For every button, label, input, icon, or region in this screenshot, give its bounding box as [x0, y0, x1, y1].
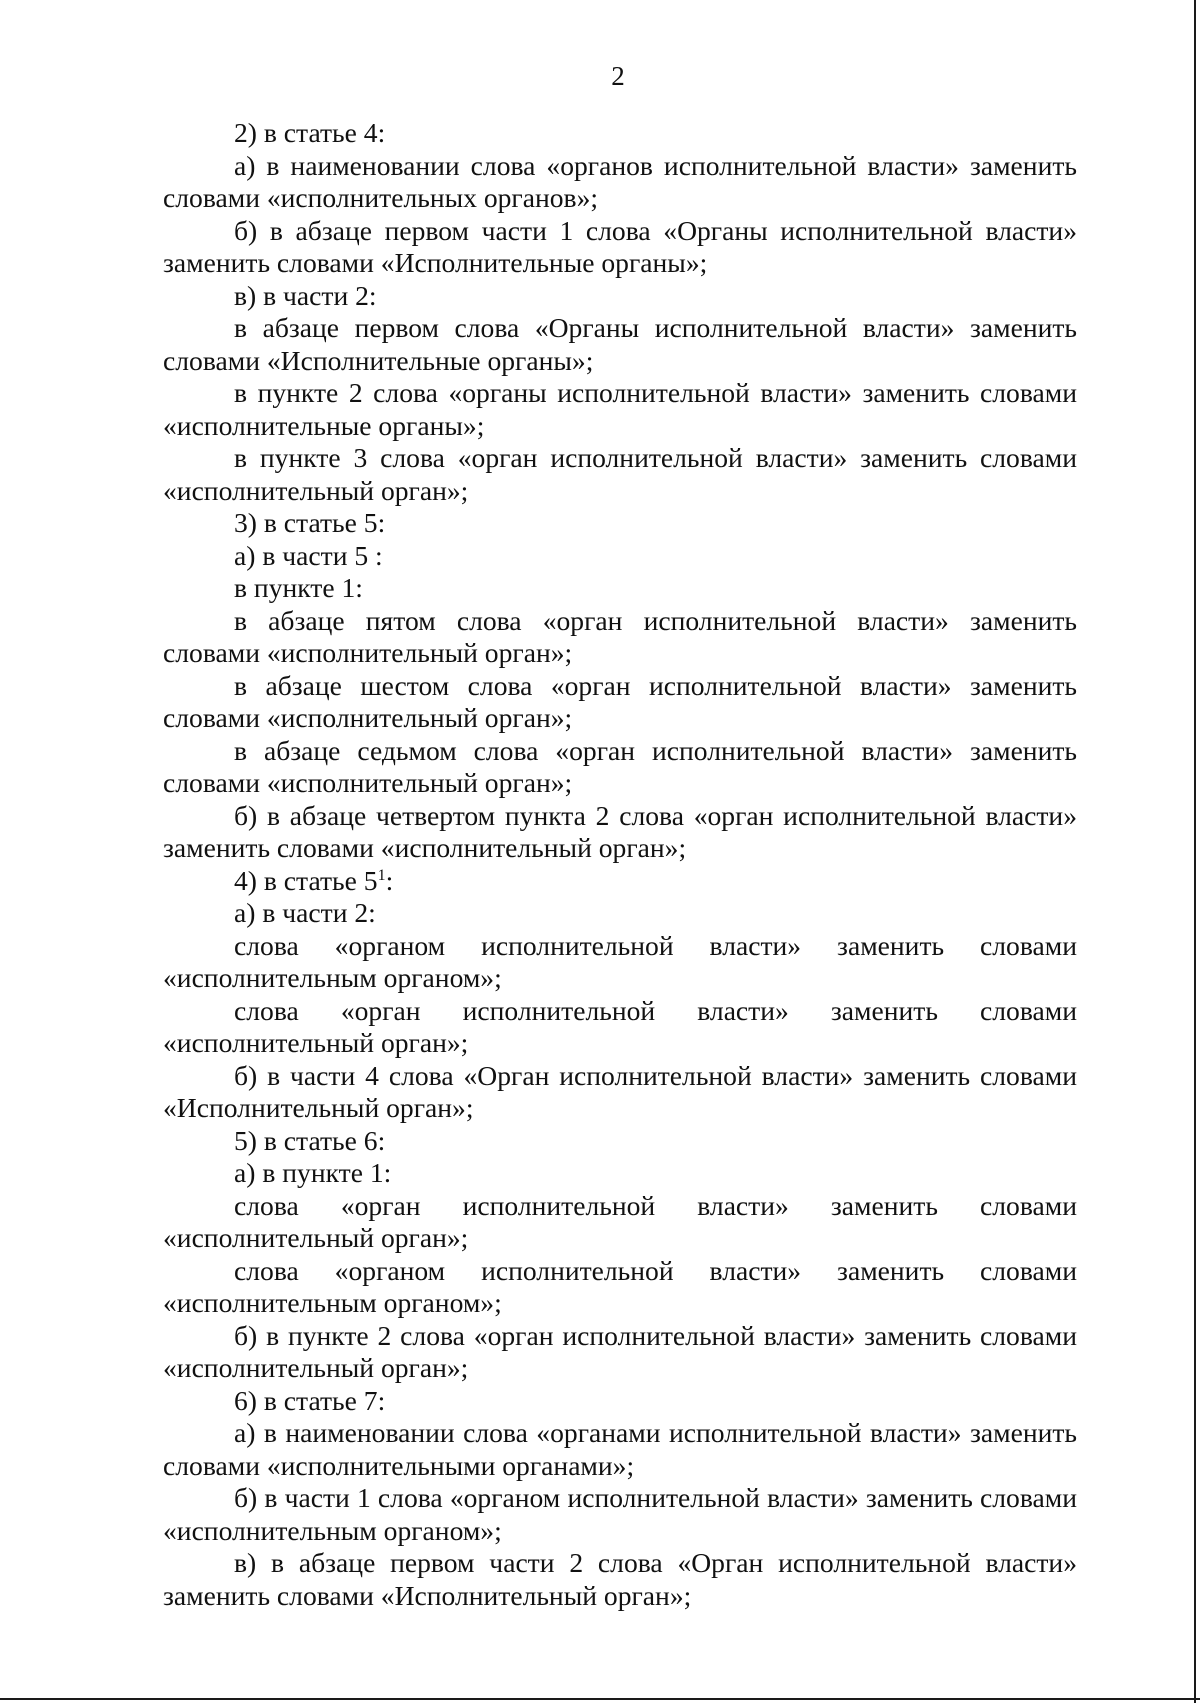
paragraph-text: в) в части 2: — [234, 279, 377, 311]
paragraph — [163, 540, 1077, 573]
document-body — [163, 117, 1077, 1612]
paragraph-text: а) в наименовании слова «органами исполнительной власти» заменить словами «исполнительными органами»; — [163, 1417, 1077, 1481]
paragraph-text: б) в пункте 2 слова «орган исполнительной власти» заменить словами «исполнительный орган»; — [163, 1319, 1077, 1383]
paragraph — [163, 312, 1077, 377]
paragraph-text: слова «орган исполнительной власти» заменить словами «исполнительный орган»; — [163, 1189, 1077, 1253]
paragraph — [163, 215, 1077, 280]
paragraph-text: 2) в статье 4: — [234, 117, 386, 148]
paragraph — [163, 117, 1077, 150]
superscript: 1 — [377, 866, 386, 884]
paragraph-text: в абзаце первом слова «Органы исполнительной власти» заменить словами «Исполнительные органы»; — [163, 312, 1077, 376]
paragraph — [163, 930, 1077, 995]
paragraph — [163, 442, 1077, 507]
paragraph-text: в абзаце шестом слова «орган исполнительной власти» заменить словами «исполнительный орган»; — [163, 669, 1077, 733]
paragraph-text: в пункте 1: — [234, 572, 363, 603]
paragraph — [163, 1157, 1077, 1190]
paragraph-text: слова «органом исполнительной власти» заменить словами «исполнительным органом»; — [163, 929, 1077, 993]
paragraph-text: 5) в статье 6: — [234, 1124, 386, 1156]
paragraph-text: а) в части 5 : — [234, 539, 383, 571]
page-number: 2 — [611, 61, 625, 91]
scan-border-right — [1194, 0, 1196, 1703]
paragraph-text: 3) в статье 5: — [234, 507, 386, 538]
scan-border-bottom — [0, 1698, 1200, 1700]
paragraph — [163, 377, 1077, 442]
paragraph — [163, 1125, 1077, 1158]
paragraph — [163, 1385, 1077, 1418]
paragraph — [163, 1060, 1077, 1125]
paragraph — [163, 897, 1077, 930]
paragraph-text: а) в пункте 1: — [234, 1157, 392, 1188]
paragraph — [163, 280, 1077, 313]
paragraph — [163, 605, 1077, 670]
paragraph-text: 4) в статье 5 — [234, 864, 378, 896]
paragraph — [163, 865, 1077, 898]
paragraph-text: б) в части 4 слова «Орган исполнительной власти» заменить словами «Исполнительный орган»; — [163, 1059, 1077, 1123]
paragraph-text: в абзаце пятом слова «орган исполнительной власти» заменить словами «исполнительный орган»; — [163, 604, 1077, 668]
paragraph-text: 6) в статье 7: — [234, 1384, 386, 1416]
paragraph-text-suffix: : — [385, 864, 394, 896]
paragraph — [163, 1190, 1077, 1255]
paragraph-text: а) в наименовании слова «органов исполнительной власти» заменить словами «исполнительных органов»; — [163, 149, 1077, 213]
paragraph-text: в абзаце седьмом слова «орган исполнительной власти» заменить словами «исполнительный орган»; — [163, 734, 1077, 798]
paragraph-text: слова «органом исполнительной власти» заменить словами «исполнительным органом»; — [163, 1254, 1077, 1318]
paragraph — [163, 1255, 1077, 1320]
paragraph-text: в) в абзаце первом части 2 слова «Орган исполнительной власти» заменить словами «Исполнительный орган»; — [163, 1547, 1077, 1611]
paragraph — [163, 150, 1077, 215]
paragraph — [163, 670, 1077, 735]
paragraph — [163, 995, 1077, 1060]
paragraph-text: б) в части 1 слова «органом исполнительной власти» заменить словами «исполнительным органом»; — [163, 1482, 1077, 1546]
paragraph — [163, 1320, 1077, 1385]
paragraph-text: в пункте 2 слова «органы исполнительной власти» заменить словами «исполнительные органы»; — [163, 377, 1077, 441]
paragraph-text: б) в абзаце первом части 1 слова «Органы исполнительной власти» заменить словами «Исполнительные органы»; — [163, 214, 1077, 278]
paragraph — [163, 507, 1077, 540]
paragraph — [163, 1482, 1077, 1547]
paragraph — [163, 800, 1077, 865]
paragraph-text: в пункте 3 слова «орган исполнительной власти» заменить словами «исполнительный орган»; — [163, 442, 1077, 506]
paragraph-text: б) в абзаце четвертом пункта 2 слова «орган исполнительной власти» заменить словами «исполнительный орган»; — [163, 799, 1077, 863]
paragraph-text: слова «орган исполнительной власти» заменить словами «исполнительный орган»; — [163, 994, 1077, 1058]
paragraph — [163, 572, 1077, 605]
paragraph — [163, 1417, 1077, 1482]
paragraph — [163, 1547, 1077, 1612]
paragraph — [163, 735, 1077, 800]
paragraph-text: а) в части 2: — [234, 897, 376, 928]
